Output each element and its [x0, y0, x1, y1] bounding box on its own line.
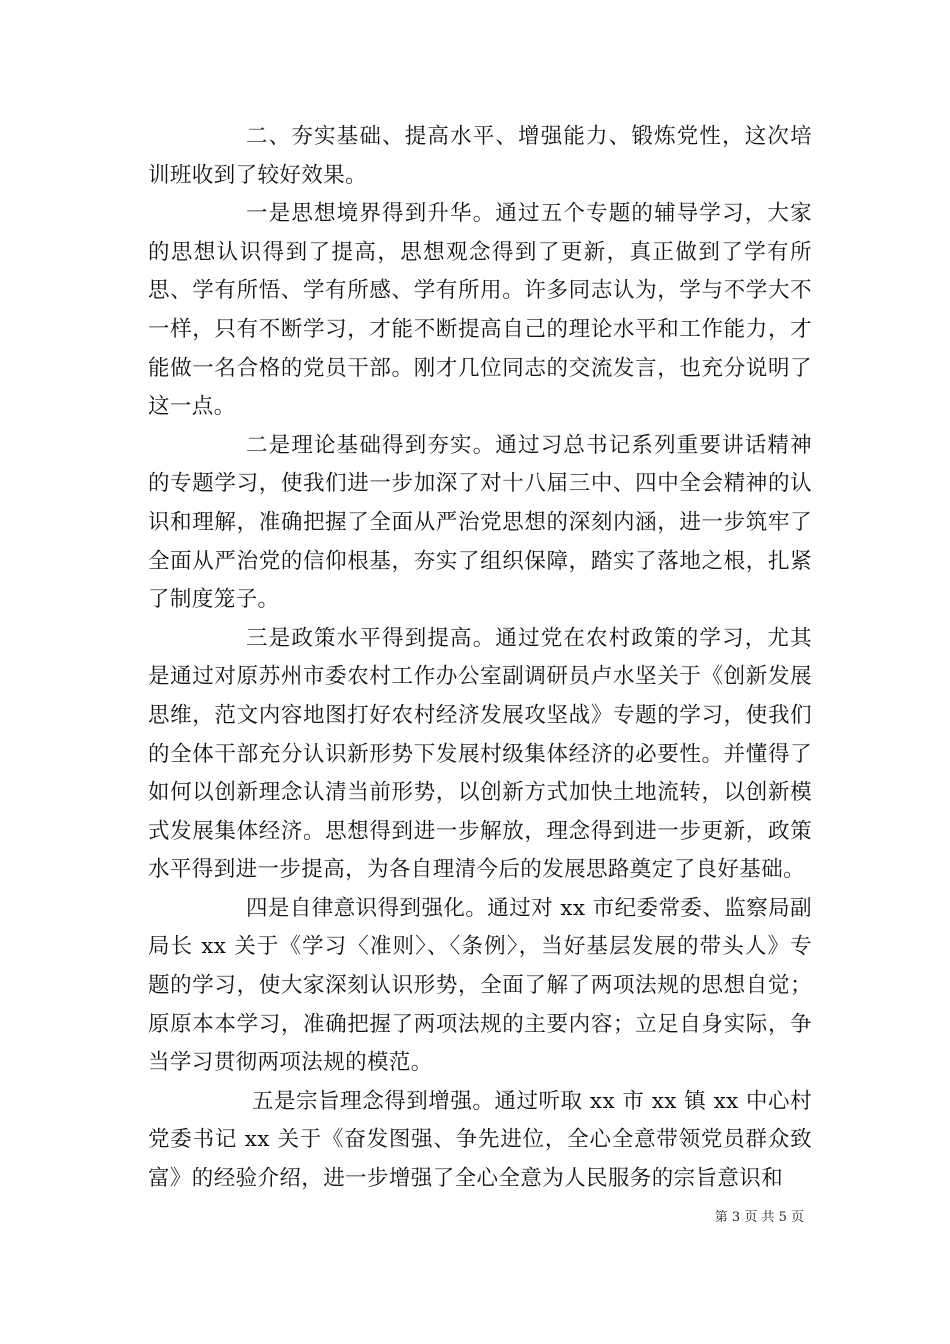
- paragraph-point-five: 五是宗旨理念得到增强。通过听取 xx 市 xx 镇 xx 中心村党委书记 xx 关于《奋发图强、争先进位，全心全意带领党员群众致富》的经验介绍，进一步增强了全心全意为人民服务的宗旨意识和: [148, 1088, 812, 1192]
- paragraph-section-two-heading: 二、夯实基础、提高水平、增强能力、锻炼党性，这次培训班收到了较好效果。: [148, 124, 812, 188]
- paragraph-point-two: 二是理论基础得到夯实。通过习总书记系列重要讲话精神的专题学习，使我们进一步加深了对十八届三中、四中全会精神的认识和理解，准确把握了全面从严治党思想的深刻内涵，进一步筑牢了全面从严治党的信仰根基，夯实了组织保障，踏实了落地之根，扎紧了制度笼子。: [148, 432, 812, 613]
- page-number-footer: 第 3 页 共 5 页: [714, 1210, 804, 1225]
- paragraph-point-four: 四是自律意识得到强化。通过对 xx 市纪委常委、监察局副局长 xx 关于《学习〈准则〉、〈条例〉，当好基层发展的带头人》专题的学习，使大家深刻认识形势，全面了解了两项法规的思想自觉；原原本本学习，准确把握了两项法规的主要内容；立足自身实际，争当学习贯彻两项法规的模范。: [148, 895, 812, 1076]
- paragraph-point-one: 一是思想境界得到升华。通过五个专题的辅导学习，大家的思想认识得到了提高，思想观念得到了更新，真正做到了学有所思、学有所悟、学有所感、学有所用。许多同志认为，学与不学大不一样，只有不断学习，才能不断提高自己的理论水平和工作能力，才能做一名合格的党员干部。刚才几位同志的交流发言，也充分说明了这一点。: [148, 201, 812, 420]
- paragraph-point-three: 三是政策水平得到提高。通过党在农村政策的学习，尤其是通过对原苏州市委农村工作办公室副调研员卢水坚关于《创新发展思维，范文内容地图打好农村经济发展攻坚战》专题的学习，使我们的全体干部充分认识新形势下发展村级集体经济的必要性。并懂得了如何以创新理念认清当前形势，以创新方式加快土地流转，以创新模式发展集体经济。思想得到进一步解放，理念得到进一步更新，政策水平得到进一步提高，为各自理清今后的发展思路奠定了良好基础。: [148, 625, 812, 883]
- document-body: [148, 118, 812, 1199]
